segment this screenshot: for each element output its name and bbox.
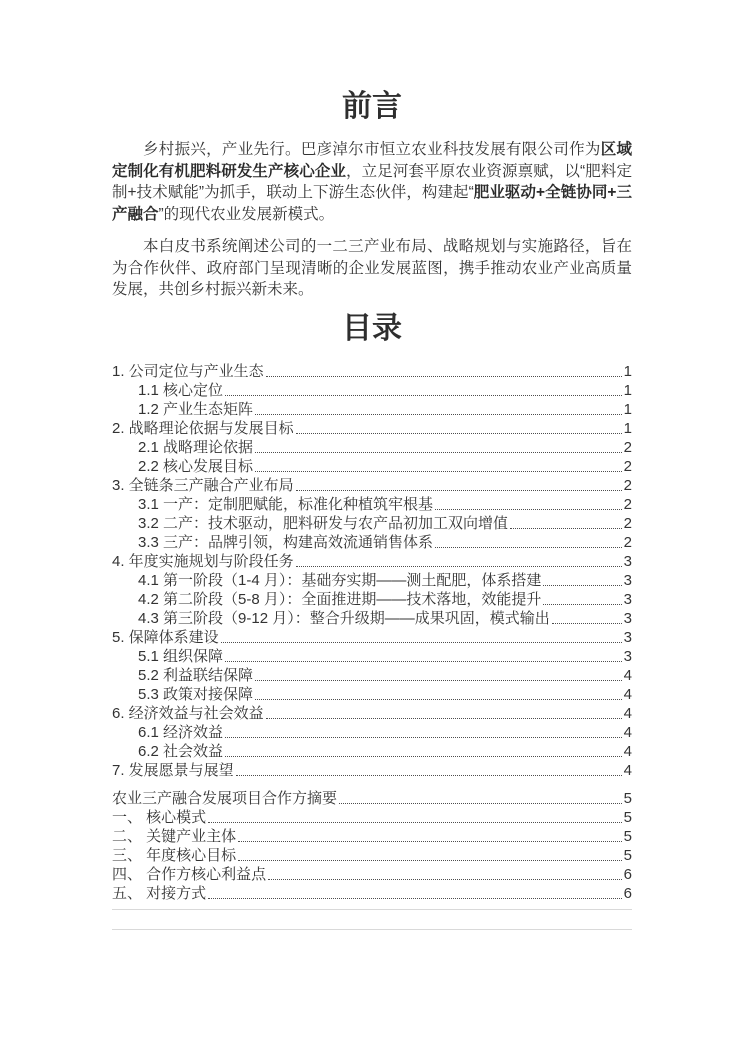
toc-entry-label: 2.2 核心发展目标	[138, 457, 254, 475]
toc-title: 目录	[342, 311, 402, 345]
toc-dots-leader	[255, 452, 622, 453]
toc-entry-label: 2. 战略理论依据与发展目标	[112, 419, 294, 437]
toc-entry[interactable]	[112, 476, 632, 495]
toc-entry-label: 二、 关键产业主体	[112, 827, 237, 845]
toc-entry-label: 3.1 一产：定制肥赋能，标准化种植筑牢根基	[138, 495, 434, 513]
toc-dots-leader	[221, 642, 622, 643]
toc-dots-leader	[208, 898, 621, 899]
toc-entry-page: 5	[623, 808, 632, 826]
toc-entry-label: 4.1 第一阶段（1-4 月）：基础夯实期——测土配肥，体系搭建	[138, 571, 542, 589]
toc-dots-leader	[266, 718, 622, 719]
toc-dots-leader	[225, 395, 622, 396]
toc-entry-page: 2	[623, 438, 632, 456]
toc-entry[interactable]	[112, 495, 632, 514]
toc-entry[interactable]	[112, 533, 632, 552]
toc-dots-leader	[510, 528, 622, 529]
preface-bold-phrase: 区域定制化有机肥料研发生产核心企业	[112, 141, 632, 180]
toc-entry[interactable]	[112, 457, 632, 476]
toc-entry[interactable]	[112, 704, 632, 723]
toc-entry[interactable]	[112, 419, 632, 438]
toc-entry[interactable]	[112, 628, 632, 647]
toc-entry-page: 2	[623, 533, 632, 551]
toc-entry-page: 4	[623, 723, 632, 741]
toc-entry-page: 4	[623, 666, 632, 684]
toc-entry-page: 2	[623, 514, 632, 532]
toc-entry-label: 1.2 产业生态矩阵	[138, 400, 254, 418]
toc-entry[interactable]	[112, 761, 632, 780]
toc-dots-leader	[296, 433, 622, 434]
toc-entry[interactable]	[112, 400, 632, 419]
toc-entry-label: 1.1 核心定位	[138, 381, 224, 399]
toc-dots-leader	[266, 376, 622, 377]
toc-dots-leader	[255, 699, 622, 700]
toc-entry-label: 6.2 社会效益	[138, 742, 224, 760]
toc-dots-leader	[435, 509, 622, 510]
toc-summary-entry[interactable]	[112, 846, 632, 865]
toc-dots-leader	[255, 680, 622, 681]
toc-dots-leader	[435, 547, 622, 548]
toc-dots-leader	[296, 490, 622, 491]
toc-entry-page: 6	[623, 884, 632, 902]
toc-entry-page: 1	[623, 419, 632, 437]
toc-entry-label: 5.1 组织保障	[138, 647, 224, 665]
toc-summary-entry[interactable]	[112, 808, 632, 827]
toc-entry[interactable]	[112, 685, 632, 704]
toc-entry-label: 5.3 政策对接保障	[138, 685, 254, 703]
toc-dots-leader	[268, 879, 621, 880]
preface-paragraph-1	[112, 139, 632, 226]
toc-dots-leader	[255, 414, 622, 415]
toc-entry-page: 2	[623, 495, 632, 513]
toc-summary-entry[interactable]	[112, 789, 632, 808]
toc-entry-label: 7. 发展愿景与展望	[112, 761, 234, 779]
preface-paragraph-2: 本白皮书系统阐述公司的一二三产业布局、战略规划与实施路径，旨在为合作伙伴、政府部门呈现清晰的企业发展蓝图，携手推动农业产业高质量发展，共创乡村振兴新未来。	[112, 237, 632, 299]
toc-entry-page: 3	[623, 647, 632, 665]
toc-dots-leader	[238, 860, 621, 861]
toc-dots-leader	[238, 841, 621, 842]
toc-summary-entry[interactable]	[112, 884, 632, 903]
toc-entry-page: 1	[623, 381, 632, 399]
toc-dots-leader	[225, 737, 622, 738]
toc-dots-leader	[255, 471, 622, 472]
toc-entry-page: 4	[623, 704, 632, 722]
toc-entry-label: 四、 合作方核心利益点	[112, 865, 267, 883]
toc-entry-page: 1	[623, 362, 632, 380]
toc-entry-label: 3.2 二产：技术驱动，肥料研发与农产品初加工双向增值	[138, 514, 509, 532]
toc-entry-label: 三、 年度核心目标	[112, 846, 237, 864]
toc-dots-leader	[225, 661, 622, 662]
toc-entry-label: 2.1 战略理论依据	[138, 438, 254, 456]
toc-entry-label: 5. 保障体系建设	[112, 628, 219, 646]
toc-entry-page: 3	[623, 628, 632, 646]
toc-entry-label: 4.3 第三阶段（9-12 月）：整合升级期——成果巩固，模式输出	[138, 609, 550, 627]
toc-entry-page: 3	[623, 571, 632, 589]
preface-text-run: 乡村振兴，产业先行。巴彦淖尔市恒立农业科技发展有限公司作为	[143, 141, 601, 158]
toc-entry-page: 5	[623, 827, 632, 845]
preface-bold-phrase: 肥业驱动+全链协同+三产融合	[112, 184, 632, 224]
toc-summary-entry[interactable]	[112, 827, 632, 846]
toc-entry-page: 3	[623, 552, 632, 570]
toc-entry[interactable]	[112, 438, 632, 457]
toc-entry-label: 6.1 经济效益	[138, 723, 224, 741]
toc-entry-label: 4. 年度实施规划与阶段任务	[112, 552, 294, 570]
toc-entry[interactable]	[112, 742, 632, 761]
footer-divider-top	[112, 909, 632, 910]
toc-entry[interactable]	[112, 647, 632, 666]
toc-entry[interactable]	[112, 362, 632, 381]
toc-summary-list	[112, 789, 632, 903]
toc-entry-page: 1	[623, 400, 632, 418]
toc-entry-page: 3	[623, 609, 632, 627]
preface-text-run: ，立足河套平原农业资源禀赋，以“肥料定制+技术赋能”为抓手，联动上下游生态伙伴，构建起“	[112, 162, 632, 202]
toc-entry[interactable]	[112, 381, 632, 400]
toc-entry-label: 3. 全链条三产融合产业布局	[112, 476, 294, 494]
toc-dots-leader	[543, 604, 621, 605]
toc-entry-page: 3	[623, 590, 632, 608]
toc-entry-page: 5	[623, 846, 632, 864]
toc-dots-leader	[208, 822, 621, 823]
toc-dots-leader	[339, 803, 622, 804]
page-content	[112, 0, 632, 903]
toc-entry[interactable]	[112, 590, 632, 609]
toc-entry[interactable]	[112, 609, 632, 628]
preface-text-run: ”的现代农业发展新模式。	[158, 206, 335, 224]
toc-entry-page: 6	[623, 865, 632, 883]
toc-entry[interactable]	[112, 514, 632, 533]
toc-entry-label: 3.3 三产：品牌引领，构建高效流通销售体系	[138, 533, 434, 551]
toc-entry-page: 5	[623, 789, 632, 807]
footer-divider-bottom	[112, 929, 632, 930]
toc-entry[interactable]	[112, 552, 632, 571]
toc-dots-leader	[236, 775, 622, 776]
toc-entry-label: 五、 对接方式	[112, 884, 207, 902]
toc-entry-page: 2	[623, 457, 632, 475]
toc-entry[interactable]	[112, 571, 632, 590]
toc-entry-label: 农业三产融合发展项目合作方摘要	[112, 789, 338, 807]
toc-entry-label: 5.2 利益联结保障	[138, 666, 254, 684]
toc-entry-page: 4	[623, 685, 632, 703]
toc-entry-label: 1. 公司定位与产业生态	[112, 362, 264, 380]
toc-entry-label: 一、 核心模式	[112, 808, 207, 826]
toc-list	[112, 362, 632, 780]
preface-title: 前言	[342, 90, 402, 123]
toc-entry-label: 4.2 第二阶段（5-8 月）：全面推进期——技术落地，效能提升	[138, 590, 542, 608]
toc-entry-page: 4	[623, 742, 632, 760]
toc-summary-entry[interactable]	[112, 865, 632, 884]
toc-dots-leader	[552, 623, 622, 624]
toc-entry-label: 6. 经济效益与社会效益	[112, 704, 264, 722]
toc-entry-page: 4	[623, 761, 632, 779]
toc-entry[interactable]	[112, 666, 632, 685]
toc-dots-leader	[543, 585, 621, 586]
toc-dots-leader	[296, 566, 622, 567]
toc-entry-page: 2	[623, 476, 632, 494]
toc-dots-leader	[225, 756, 622, 757]
toc-entry[interactable]	[112, 723, 632, 742]
